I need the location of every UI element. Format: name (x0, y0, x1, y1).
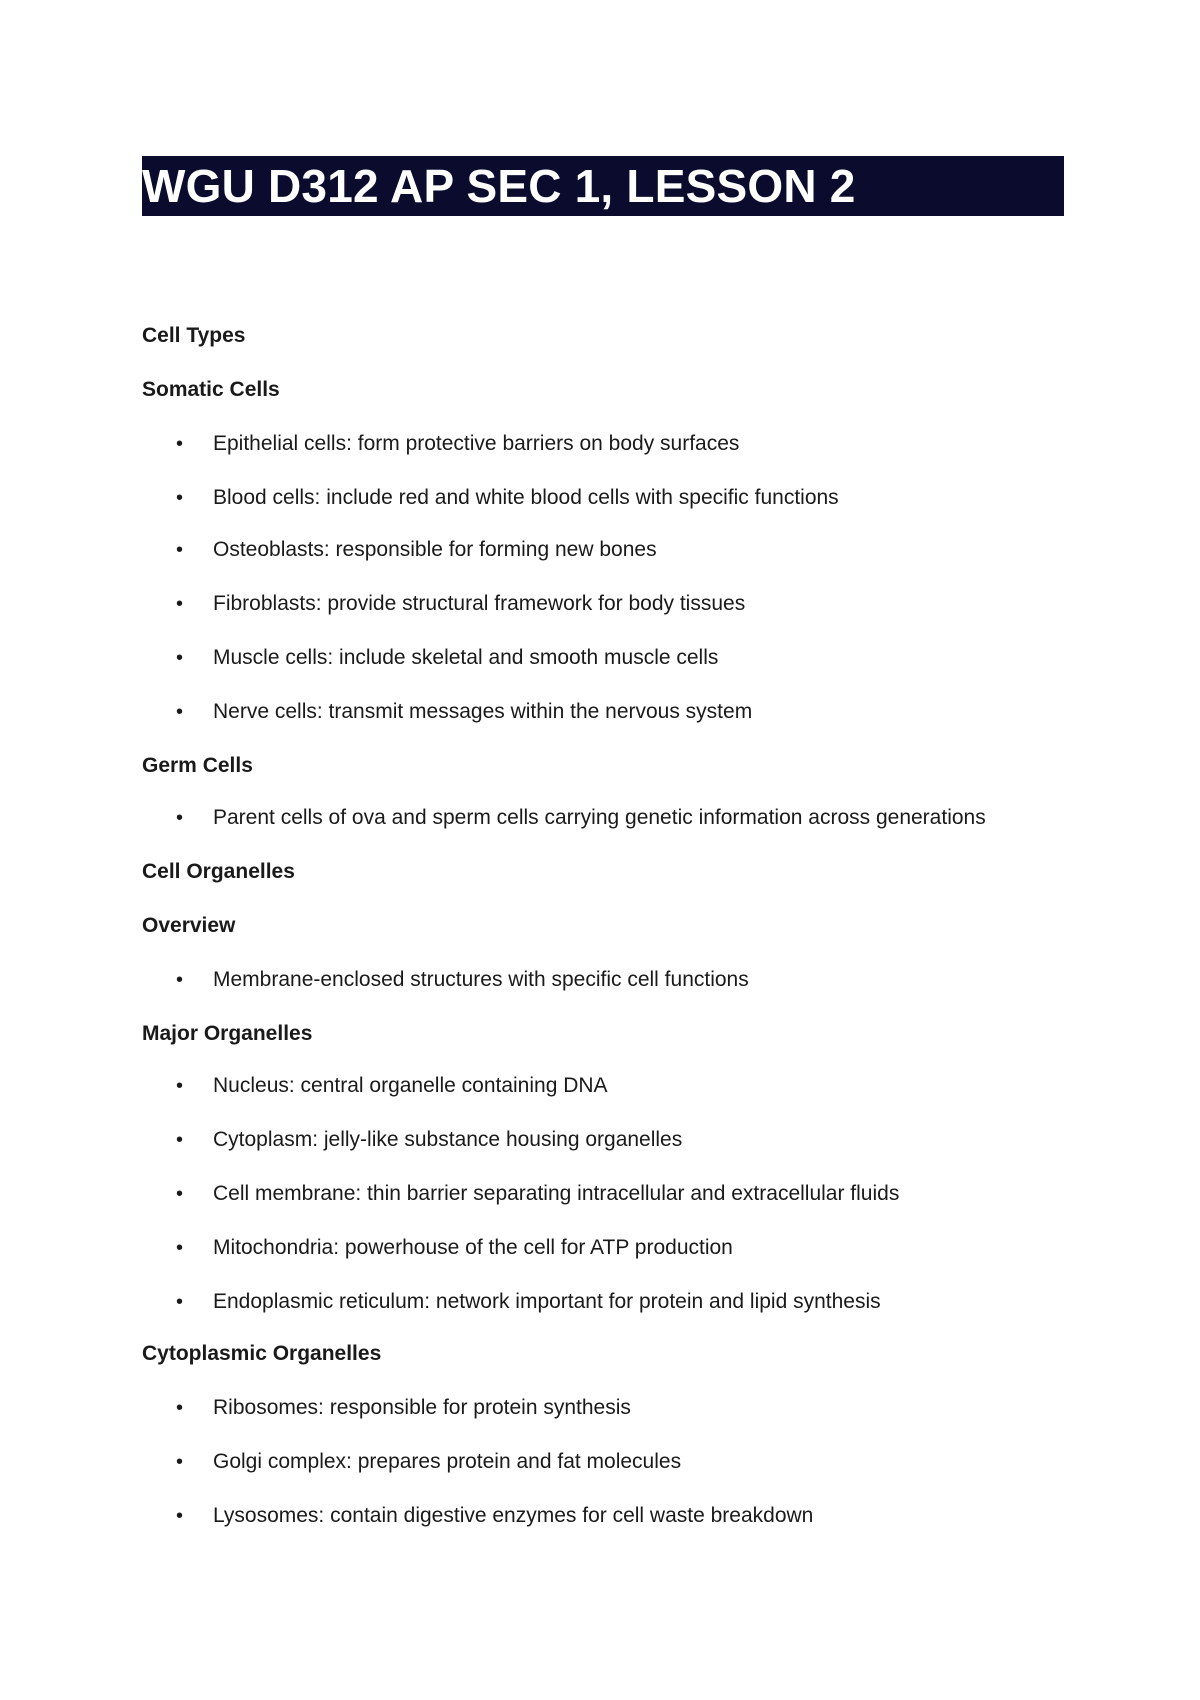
bullet: • (176, 539, 184, 561)
list-item-text: Blood cells: include red and white blood cells with specific functions (213, 486, 839, 509)
list-item (176, 1125, 683, 1155)
bullet: • (176, 647, 184, 669)
list-item-text: Parent cells of ova and sperm cells carrying genetic information across generations (213, 806, 986, 829)
list-item-text: Epithelial cells: form protective barriers on body surfaces (213, 432, 740, 455)
list-item (176, 1393, 631, 1423)
bullet: • (176, 1397, 184, 1419)
bullet: • (176, 969, 184, 991)
list-item-text: Endoplasmic reticulum: network important for protein and lipid synthesis (213, 1290, 881, 1313)
list-item-text: Nucleus: central organelle containing DNA (213, 1074, 608, 1097)
list-item-text: Golgi complex: prepares protein and fat molecules (213, 1450, 682, 1473)
list-item (176, 965, 749, 995)
bullet: • (176, 593, 184, 615)
list-item (176, 535, 657, 565)
bullet: • (176, 1451, 184, 1473)
list-item (176, 1501, 814, 1531)
bullet: • (176, 433, 184, 455)
list-item-text: Membrane-enclosed structures with specific cell functions (213, 968, 749, 991)
bullet: • (176, 487, 184, 509)
bullet: • (176, 807, 184, 829)
list-item-text: Cytoplasm: jelly-like substance housing organelles (213, 1128, 683, 1151)
heading-germ-cells: Germ Cells (142, 754, 253, 777)
list-item (176, 483, 839, 513)
heading-overview: Overview (142, 914, 236, 937)
bullet: • (176, 1291, 184, 1313)
list-item-text: Lysosomes: contain digestive enzymes for cell waste breakdown (213, 1504, 814, 1527)
document-title: WGU D312 AP SEC 1, LESSON 2 (142, 160, 856, 212)
list-item-text: Ribosomes: responsible for protein synthesis (213, 1396, 631, 1419)
heading-major-organelles: Major Organelles (142, 1022, 313, 1045)
list-item-text: Muscle cells: include skeletal and smooth muscle cells (213, 646, 719, 669)
list-item (176, 1447, 682, 1477)
list-item-text: Osteoblasts: responsible for forming new bones (213, 538, 657, 561)
bullet: • (176, 1237, 184, 1259)
list-item-text: Fibroblasts: provide structural framework for body tissues (213, 592, 746, 615)
list-item (176, 1287, 881, 1317)
list-item (176, 1179, 900, 1209)
list-item (176, 643, 719, 673)
heading-cell-types: Cell Types (142, 324, 246, 347)
list-item-text: Nerve cells: transmit messages within the nervous system (213, 700, 753, 723)
list-item (176, 697, 753, 727)
heading-cell-organelles: Cell Organelles (142, 860, 295, 883)
list-item (176, 1071, 608, 1101)
list-item (176, 803, 986, 833)
list-item (176, 1233, 733, 1263)
bullet: • (176, 1183, 184, 1205)
list-item-text: Cell membrane: thin barrier separating intracellular and extracellular fluids (213, 1182, 900, 1205)
list-item-text: Mitochondria: powerhouse of the cell for ATP production (213, 1236, 733, 1259)
bullet: • (176, 1505, 184, 1527)
bullet: • (176, 701, 184, 723)
heading-somatic-cells: Somatic Cells (142, 378, 280, 401)
list-item (176, 429, 740, 459)
heading-cytoplasmic-organelles: Cytoplasmic Organelles (142, 1342, 382, 1365)
bullet: • (176, 1129, 184, 1151)
bullet: • (176, 1075, 184, 1097)
list-item (176, 589, 746, 619)
